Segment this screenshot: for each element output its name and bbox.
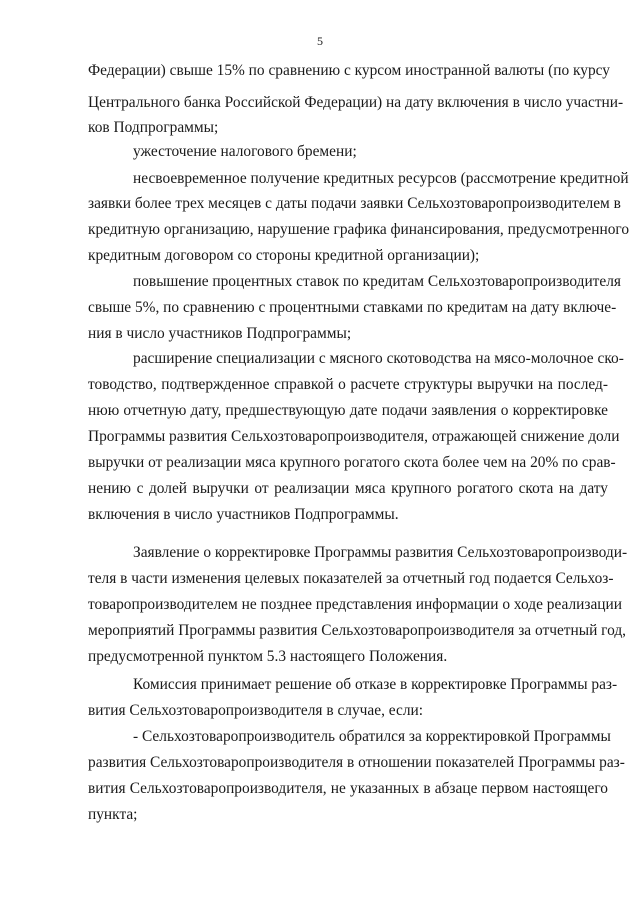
text-line: повышение процентных ставок по кредитам Сельхозтоваропроизводителя — [133, 273, 621, 290]
text-line: Заявление о корректировке Программы развития Сельхозтоваропроизводи- — [133, 544, 628, 561]
text-line: ужесточение налогового бремени; — [133, 143, 357, 160]
page-number: 5 — [317, 34, 323, 48]
text-line: заявки более трех месяцев с даты подачи заявки Сельхозтоваропроизводителем в — [88, 195, 621, 212]
text-line: Программы развития Сельхозтоваропроизводителя, отражающей снижение доли — [88, 428, 620, 445]
text-line: вития Сельхозтоваропроизводителя в случае, если: — [88, 702, 424, 719]
text-line: расширение специализации с мясного скотоводства на мясо-молочное ско- — [133, 350, 624, 367]
text-line: нению с долей выручки от реализации мяса крупного рогатого скота на дату — [88, 480, 608, 497]
text-line: пункта; — [88, 806, 138, 823]
text-line: кредитную организацию, нарушение графика финансирования, предусмотренного — [88, 221, 630, 238]
text-line: выручки от реализации мяса крупного рогатого скота более чем на 20% по срав- — [88, 454, 616, 471]
text-line: товодство, подтвержденное справкой о расчете структуры выручки на послед- — [88, 376, 608, 393]
text-line: развития Сельхозтоваропроизводителя в отношении показателей Программы раз- — [88, 754, 625, 771]
text-line: несвоевременное получение кредитных ресурсов (рассмотрение кредитной — [133, 170, 629, 187]
text-line: Центрального банка Российской Федерации) на дату включения в число участни- — [88, 94, 624, 111]
text-line: Комиссия принимает решение об отказе в корректировке Программы раз- — [133, 676, 618, 693]
text-line: ков Подпрограммы; — [88, 119, 219, 136]
text-line: Федерации) свыше 15% по сравнению с курсом иностранной валюты (по курсу — [88, 62, 610, 79]
text-line: свыше 5%, по сравнению с процентными ставками по кредитам на дату включе- — [88, 299, 617, 316]
text-line: - Сельхозтоваропроизводитель обратился за корректировкой Программы — [133, 728, 611, 745]
text-line: товаропроизводителем не позднее представления информации о ходе реализации — [88, 596, 623, 613]
text-line: предусмотренной пунктом 5.3 настоящего Положения. — [88, 648, 448, 665]
text-line: нюю отчетную дату, предшествующую дате подачи заявления о корректировке — [88, 402, 608, 419]
text-line: мероприятий Программы развития Сельхозтоваропроизводителя за отчетный год, — [88, 622, 627, 639]
text-line: вития Сельхозтоваропроизводителя, не указанных в абзаце первом настоящего — [88, 780, 608, 797]
text-line: кредитным договором со стороны кредитной организации); — [88, 247, 480, 264]
text-line: включения в число участников Подпрограммы. — [88, 506, 399, 523]
text-line: теля в части изменения целевых показателей за отчетный год подается Сельхоз- — [88, 570, 614, 587]
text-line: ния в число участников Подпрограммы; — [88, 325, 352, 342]
